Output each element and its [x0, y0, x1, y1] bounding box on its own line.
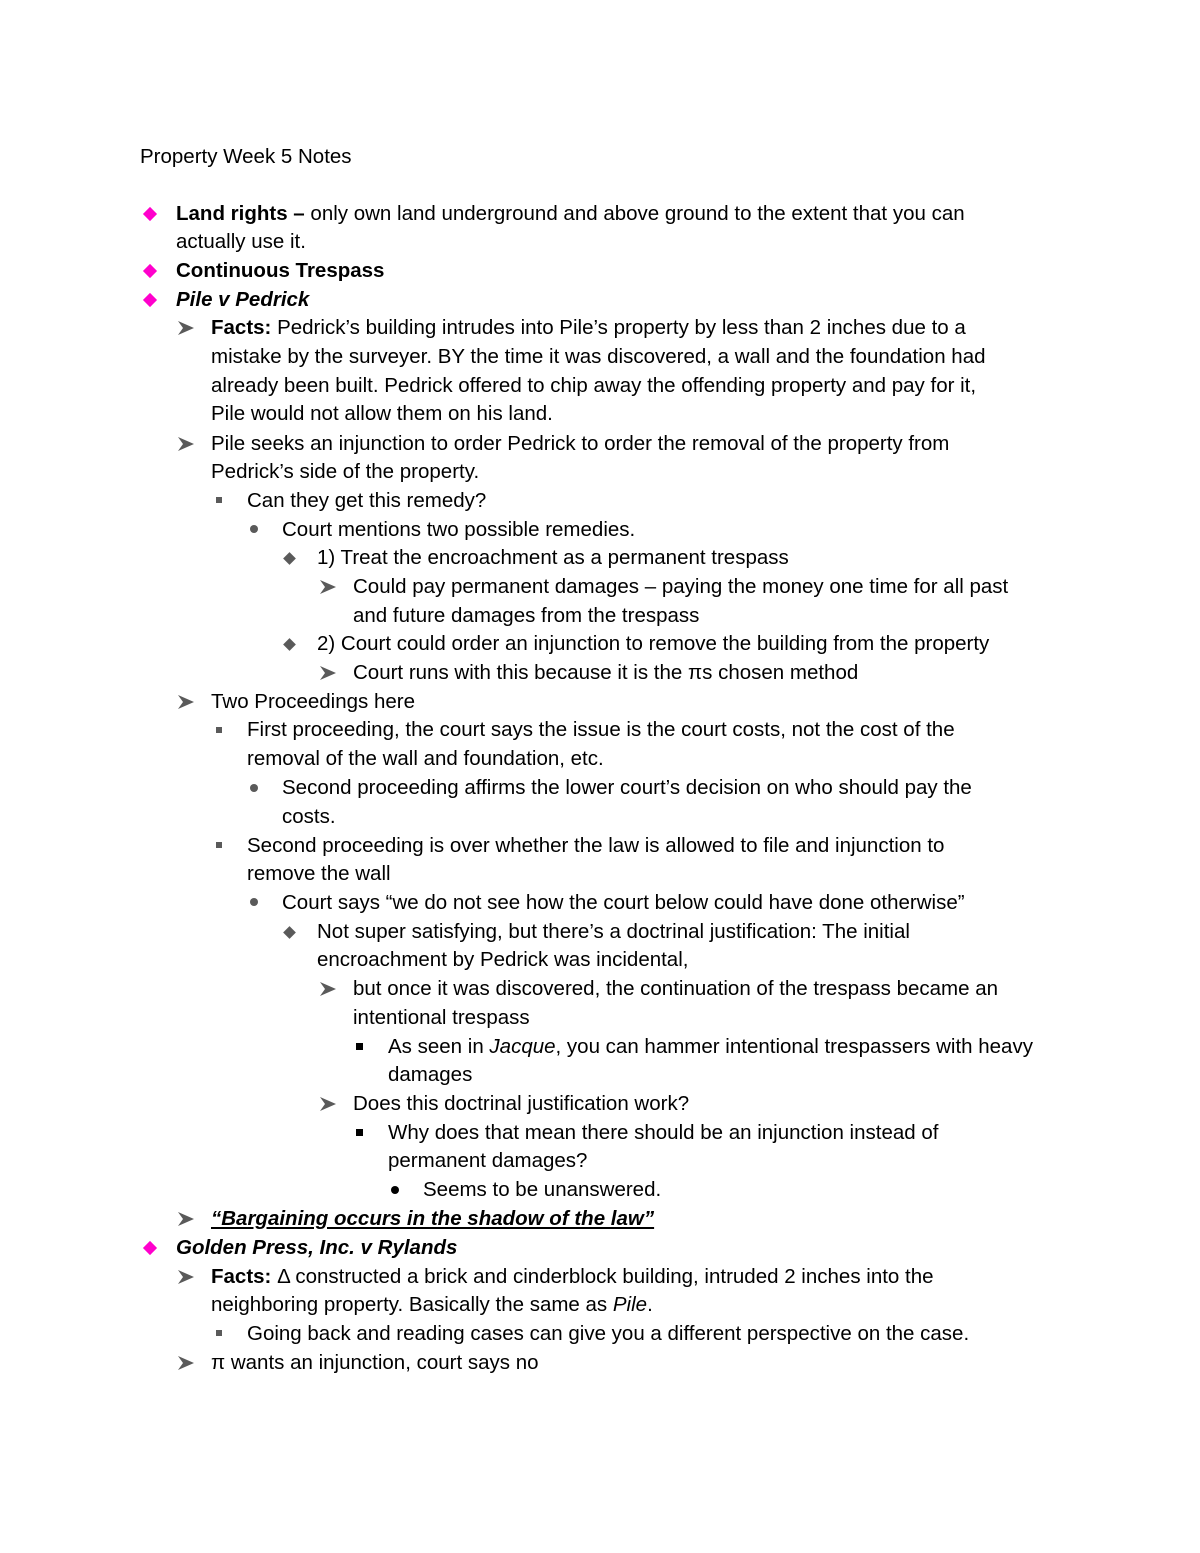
note-line: [176, 200, 965, 229]
note-line: Does this doctrinal justification work?: [353, 1092, 690, 1115]
note-text: As seen in: [388, 1035, 490, 1058]
note-line: [211, 314, 966, 343]
note-line: [211, 1263, 934, 1292]
note-line: Pile seeks an injunction to order Pedrick to order the removal of the property from: [211, 432, 950, 455]
note-line: and future damages from the trespass: [353, 604, 700, 627]
term-label: Facts:: [211, 1265, 272, 1288]
document-title: Property Week 5 Notes: [140, 145, 352, 168]
note-line: [388, 1033, 1033, 1062]
term-label: Land rights –: [176, 202, 305, 225]
note-text: neighboring property. Basically the same as: [211, 1293, 613, 1316]
note-line: Going back and reading cases can give you a different perspective on the case.: [247, 1322, 970, 1345]
square-bullet-icon: [216, 727, 222, 733]
note-line: Could pay permanent damages – paying the money one time for all past: [353, 575, 1009, 598]
note-text: .: [647, 1293, 653, 1316]
square-bullet-icon: [216, 842, 222, 848]
note-line: Court runs with this because it is the πs chosen method: [353, 661, 859, 684]
diamond-bullet-icon: [143, 207, 157, 221]
note-line: mistake by the surveyer. BY the time it was discovered, a wall and the foundation had: [211, 345, 986, 368]
quote-line: “Bargaining occurs in the shadow of the law”: [211, 1207, 655, 1230]
case-reference: Jacque: [489, 1035, 556, 1058]
arrow-bullet-icon: [320, 1097, 336, 1111]
term-label: Facts:: [211, 316, 272, 339]
dot-bullet-icon: [250, 784, 258, 792]
diamond-bullet-icon: [143, 264, 157, 278]
diamond-bullet-icon: [283, 926, 296, 939]
note-heading: Continuous Trespass: [176, 259, 385, 282]
note-line: 1) Treat the encroachment as a permanent trespass: [317, 546, 789, 569]
arrow-bullet-icon: [178, 1212, 194, 1226]
dot-bullet-icon: [250, 898, 258, 906]
note-text: Δ constructed a brick and cinderblock building, intruded 2 inches into the: [271, 1265, 934, 1288]
case-reference: Pile: [612, 1293, 648, 1316]
note-line: π wants an injunction, court says no: [211, 1351, 539, 1374]
note-line: Two Proceedings here: [211, 690, 415, 713]
arrow-bullet-icon: [320, 982, 336, 996]
note-text: Pedrick’s building intrudes into Pile’s property by less than 2 inches due to a: [271, 316, 966, 339]
diamond-bullet-icon: [283, 638, 296, 651]
note-line: Pedrick’s side of the property.: [211, 460, 480, 483]
arrow-bullet-icon: [178, 1356, 194, 1370]
note-line: Not super satisfying, but there’s a doctrinal justification: The initial: [317, 920, 910, 943]
note-line: Second proceeding affirms the lower court’s decision on who should pay the: [282, 776, 972, 799]
arrow-bullet-icon: [178, 1270, 194, 1284]
note-line: First proceeding, the court says the issue is the court costs, not the cost of the: [247, 718, 955, 741]
arrow-bullet-icon: [178, 695, 194, 709]
note-line: Pile would not allow them on his land.: [211, 402, 553, 425]
note-text: only own land underground and above ground to the extent that you can: [304, 202, 965, 225]
note-text: , you can hammer intentional trespassers with heavy: [555, 1035, 1033, 1058]
note-line: Court mentions two possible remedies.: [282, 518, 636, 541]
note-line: removal of the wall and foundation, etc.: [247, 747, 604, 770]
note-line: costs.: [282, 805, 336, 828]
note-line: [211, 1291, 653, 1320]
square-bullet-icon: [216, 497, 222, 503]
square-bullet-icon: [356, 1129, 363, 1136]
note-line: already been built. Pedrick offered to chip away the offending property and pay for it,: [211, 374, 977, 397]
note-line: remove the wall: [247, 862, 391, 885]
note-line: encroachment by Pedrick was incidental,: [317, 948, 689, 971]
note-line: actually use it.: [176, 230, 306, 253]
square-bullet-icon: [356, 1043, 363, 1050]
dot-bullet-icon: [391, 1186, 399, 1194]
note-line: 2) Court could order an injunction to remove the building from the property: [317, 632, 990, 655]
arrow-bullet-icon: [320, 666, 336, 680]
dot-bullet-icon: [250, 525, 258, 533]
arrow-bullet-icon: [178, 321, 194, 335]
note-line: Seems to be unanswered.: [423, 1178, 662, 1201]
note-line: Why does that mean there should be an injunction instead of: [388, 1121, 939, 1144]
note-line: permanent damages?: [388, 1149, 588, 1172]
diamond-bullet-icon: [283, 552, 296, 565]
square-bullet-icon: [216, 1330, 222, 1336]
arrow-bullet-icon: [320, 580, 336, 594]
note-line: Court says “we do not see how the court below could have done otherwise”: [282, 891, 965, 914]
note-line: but once it was discovered, the continuation of the trespass became an: [353, 977, 998, 1000]
note-line: Second proceeding is over whether the law is allowed to file and injunction to: [247, 834, 945, 857]
diamond-bullet-icon: [143, 1241, 157, 1255]
arrow-bullet-icon: [178, 437, 194, 451]
diamond-bullet-icon: [143, 293, 157, 307]
note-line: intentional trespass: [353, 1006, 530, 1029]
case-name: Golden Press, Inc. v Rylands: [176, 1236, 458, 1259]
note-line: damages: [388, 1063, 473, 1086]
case-name: Pile v Pedrick: [176, 288, 310, 311]
note-line: Can they get this remedy?: [247, 489, 487, 512]
